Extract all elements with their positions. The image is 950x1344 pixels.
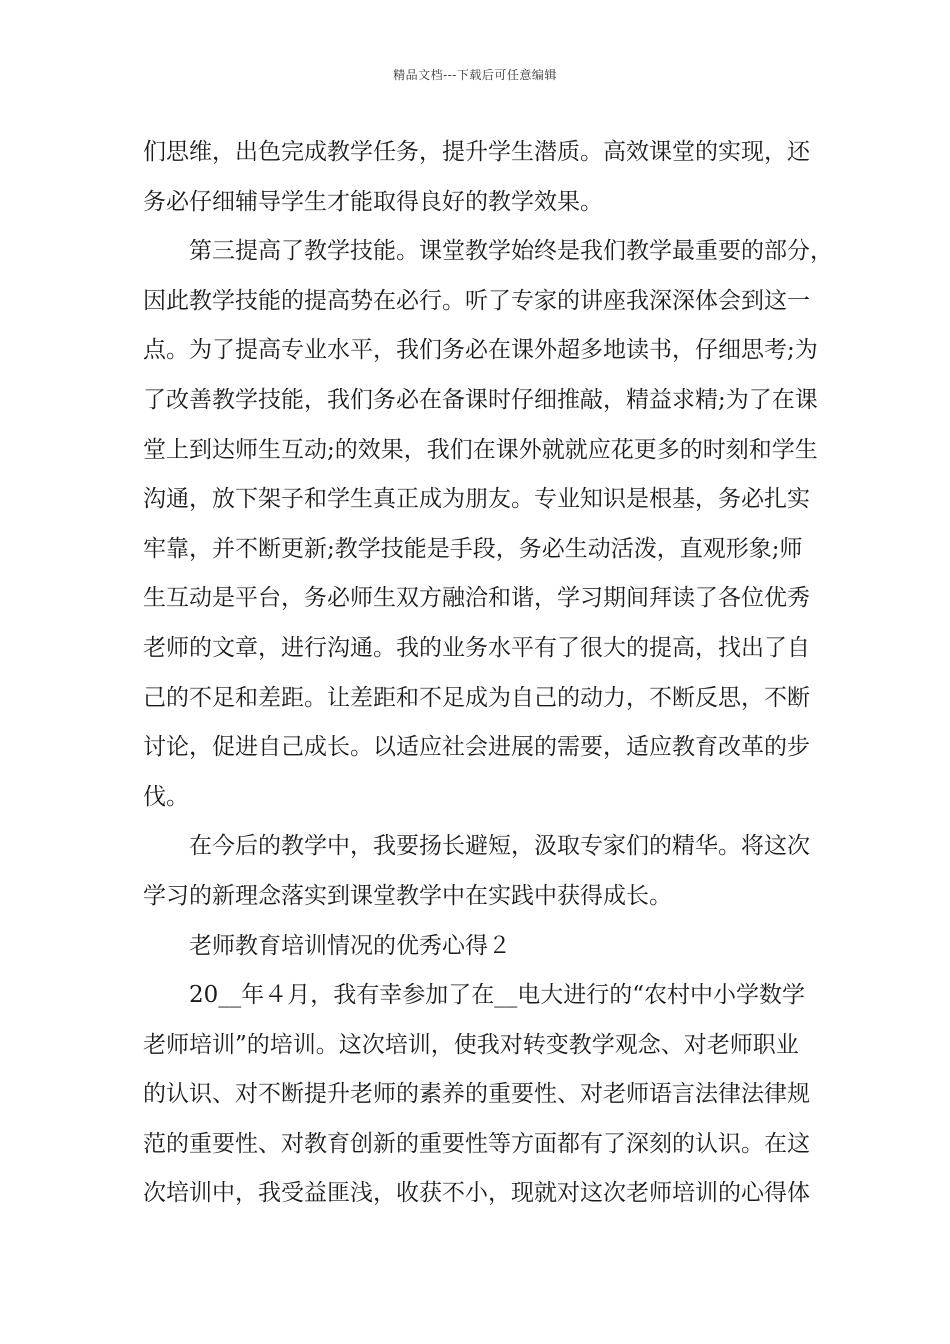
text-line: 范的重要性、对教育创新的重要性等方面都有了深刻的认识。在这 (143, 1130, 810, 1157)
paragraph-start-line: 第三提高了教学技能。课堂教学始终是我们教学最重要的部分， (189, 238, 833, 265)
page-header: 精品文档---下载后可任意编辑 (393, 68, 557, 82)
text-line: 学习的新理念落实到课堂教学中在实践中获得成长。 (143, 882, 672, 909)
text-line: 己的不足和差距。让差距和不足成为自己的动力，不断反思，不断 (143, 684, 810, 711)
text-line: 牢靠，并不断更新;教学技能是手段，务必生动活泼，直观形象;师 (143, 535, 803, 562)
text-line: 生互动是平台，务必师生双方融洽和谐，学习期间拜读了各位优秀 (143, 585, 810, 612)
text-line: 的认识、对不断提升老师的素养的重要性、对老师语言法律法律规 (143, 1081, 810, 1108)
document-body (143, 128, 833, 1219)
paragraph-start-line: 20__年４月，我有幸参加了在__电大进行的“农村中小学数学 (189, 982, 806, 1009)
section-heading: 老师教育培训情况的优秀心得２ (189, 932, 511, 959)
text-line: 堂上到达师生互动;的效果，我们在课外就就应花更多的时刻和学生 (143, 436, 818, 463)
text-line: 老师的文章，进行沟通。我的业务水平有了很大的提高，找出了自 (143, 634, 810, 661)
text-line: 次培训中，我受益匪浅，收获不小，现就对这次老师培训的心得体 (143, 1180, 810, 1207)
paragraph-start-line: 在今后的教学中，我要扬长避短，汲取专家们的精华。将这次 (189, 833, 810, 860)
text-line: 点。为了提高专业水平，我们务必在课外超多地读书，仔细思考;为 (143, 337, 818, 364)
text-line: 沟通，放下架子和学生真正成为朋友。专业知识是根基，务必扎实 (143, 486, 810, 513)
text-line: 因此教学技能的提高势在必行。听了专家的讲座我深深体会到这一 (143, 287, 810, 314)
text-line: 务必仔细辅导学生才能取得良好的教学效果。 (143, 188, 603, 215)
text-line: 讨论，促进自己成长。以适应社会进展的需要，适应教育改革的步 (143, 734, 810, 761)
text-line: 伐。 (143, 783, 189, 810)
text-line: 老师培训”的培训。这次培训，使我对转变教学观念、对老师职业 (143, 1031, 799, 1058)
text-line: 们思维，出色完成教学任务，提升学生潜质。高效课堂的实现，还 (143, 139, 810, 165)
text-line: 了改善教学技能，我们务必在备课时仔细推敲，精益求精;为了在课 (143, 386, 818, 413)
